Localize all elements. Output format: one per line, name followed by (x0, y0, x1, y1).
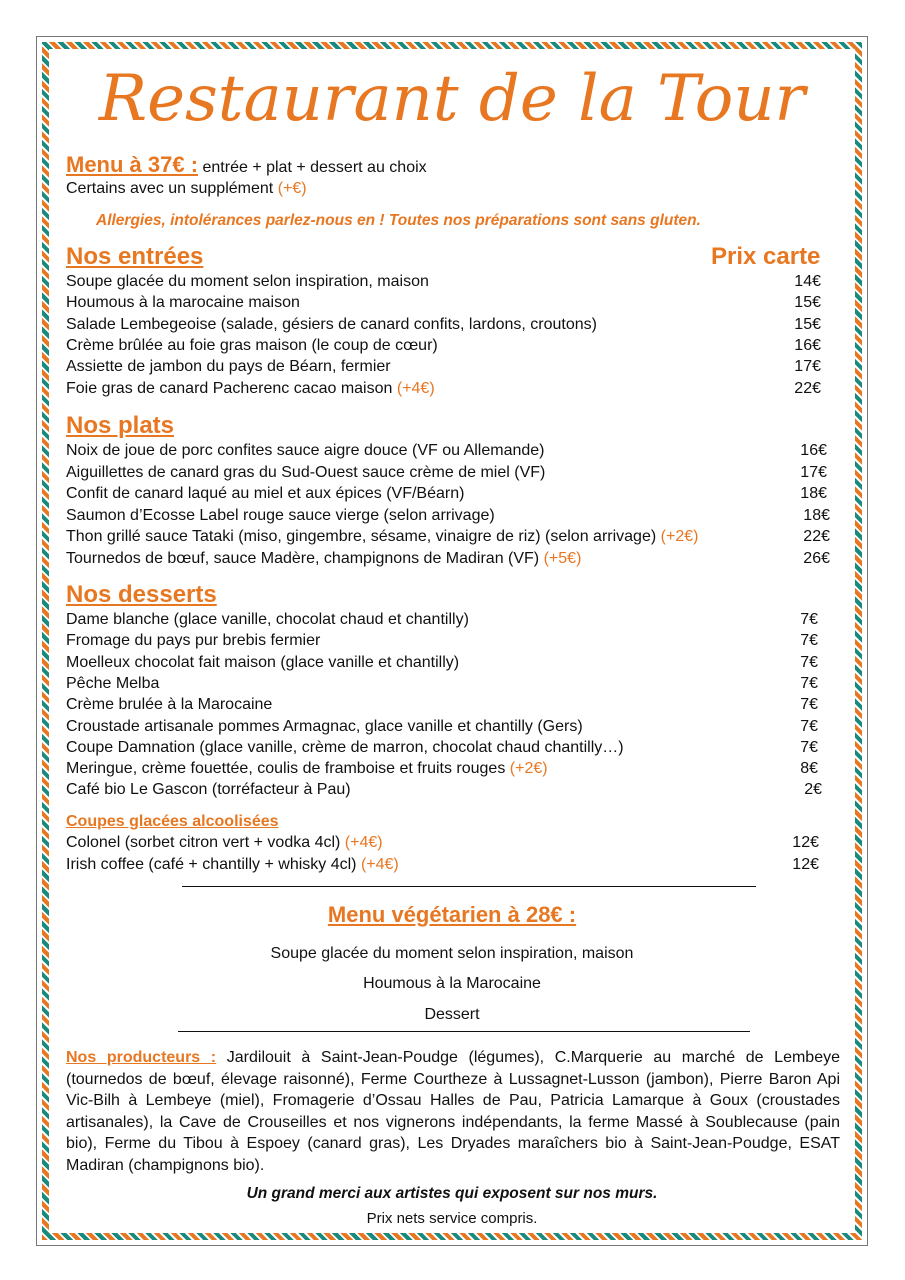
desserts-item-price: 7€ (800, 674, 818, 692)
plats-item-name: Aiguillettes de canard gras du Sud-Ouest sauce crème de miel (VF) (66, 463, 546, 481)
desserts-item (66, 632, 320, 650)
entrees-item-name: Foie gras de canard Pacherenc cacao maison (66, 379, 393, 397)
entrees-item-supplement: (+4€) (396, 379, 435, 397)
desserts-item-name: Fromage du pays pur brebis fermier (66, 632, 321, 650)
desserts-item-price: 2€ (804, 781, 822, 799)
entrees-item-price: 17€ (794, 358, 821, 376)
divider-top (182, 886, 756, 887)
desserts-item-price: 8€ (800, 760, 818, 778)
menu37-line (66, 152, 427, 178)
menu37-supp (66, 180, 307, 198)
plats-item-name: Confit de canard laqué au miel et aux épices (VF/Béarn) (66, 485, 465, 502)
desserts-item (66, 718, 583, 736)
producteurs-label: Nos producteurs : (66, 1049, 217, 1066)
entrees-item-name: Soupe glacée du moment selon inspiration, maison (66, 273, 429, 290)
vege-item-1: Soupe glacée du moment selon inspiration, maison (270, 945, 634, 962)
desserts-item-price: 7€ (800, 632, 818, 650)
desserts-item (66, 739, 624, 757)
desserts-item-name: Dame blanche (glace vanille, chocolat chaud et chantilly) (66, 611, 469, 628)
desserts-item-price: 7€ (800, 738, 818, 756)
desserts-item-supplement: (+2€) (509, 760, 548, 778)
plats-item (66, 464, 545, 482)
section-title-coupes: Coupes glacées alcoolisées (66, 813, 279, 830)
divider-bottom (178, 1031, 750, 1032)
entrees-item (66, 337, 438, 355)
plats-item-supplement: (+2€) (660, 528, 699, 545)
vege-item-3: Dessert (424, 1006, 480, 1023)
entrees-item-price: 16€ (794, 336, 821, 354)
thanks-artists: Un grand merci aux artistes qui exposent sur nos murs. (246, 1185, 658, 1202)
price-header: Prix carte (711, 243, 821, 270)
prix-nets: Prix nets service compris. (366, 1210, 538, 1227)
entrees-item (66, 294, 300, 312)
vege-item-2: Houmous à la Marocaine (363, 975, 541, 992)
coupes-item (66, 856, 399, 874)
coupes-item-name: Irish coffee (café + chantilly + whisky 4cl) (66, 855, 357, 873)
plats-item (66, 507, 495, 525)
desserts-item-name: Café bio Le Gascon (torréfacteur à Pau) (66, 781, 351, 799)
menu37-title: Menu à 37€ : (66, 152, 199, 177)
desserts-item-price: 7€ (800, 653, 818, 671)
supp-tag: (+€) (277, 180, 307, 197)
entrees-item-price: 14€ (794, 273, 821, 290)
desserts-item-name: Crème brulée à la Marocaine (66, 696, 273, 714)
plats-item-supplement: (+5€) (543, 549, 582, 567)
menu37-desc: entrée + plat + dessert au choix (202, 159, 427, 176)
plats-item (66, 485, 464, 503)
plats-item-price: 18€ (803, 506, 830, 524)
desserts-item-price: 7€ (800, 717, 818, 735)
plats-item-name: Noix de joue de porc confites sauce aigre douce (VF ou Allemande) (66, 442, 545, 459)
entrees-item-price: 15€ (794, 315, 821, 333)
entrees-item-name: Salade Lembegeoise (salade, gésiers de canard confits, lardons, croutons) (66, 315, 597, 333)
desserts-item (66, 654, 459, 672)
supp-text: Certains avec un supplément (66, 180, 274, 197)
menu-content (56, 56, 848, 1226)
coupes-item-supplement: (+4€) (344, 834, 383, 851)
entrees-item-name: Assiette de jambon du pays de Béarn, fermier (66, 358, 391, 376)
desserts-item-name: Croustade artisanale pommes Armagnac, glace vanille et chantilly (Gers) (66, 717, 583, 735)
desserts-item (66, 760, 548, 778)
entrees-item-price: 22€ (794, 379, 821, 397)
entrees-item-price: 15€ (794, 294, 821, 312)
restaurant-title: Restaurant de la Tour (98, 62, 806, 136)
plats-item (66, 442, 545, 460)
coupes-item-name: Colonel (sorbet citron vert + vodka 4cl) (66, 834, 341, 851)
desserts-item-price: 7€ (800, 696, 818, 714)
plats-item-price: 26€ (803, 549, 830, 567)
coupes-item-price: 12€ (792, 855, 819, 873)
entrees-item-name: Crème brûlée au foie gras maison (le coup de cœur) (66, 336, 438, 354)
entrees-item (66, 380, 435, 398)
vege-title: Menu végétarien à 28€ : (327, 902, 577, 927)
coupes-item-price: 12€ (792, 834, 819, 851)
section-title-desserts: Nos desserts (66, 581, 217, 608)
entrees-item (66, 316, 597, 334)
plats-item-price: 17€ (800, 463, 827, 481)
plats-item-name: Thon grillé sauce Tataki (miso, gingembre, sésame, vinaigre de riz) (selon arrivage) (66, 528, 657, 545)
section-title-plats: Nos plats (66, 412, 175, 439)
section-title-entrees: Nos entrées (66, 243, 204, 270)
coupes-item-supplement: (+4€) (360, 855, 399, 873)
producteurs-paragraph (66, 1047, 840, 1176)
producteurs-text: Jardilouit à Saint-Jean-Poudge (légumes), C.Marquerie au marché de Lembeye (tournedos de bœuf, élevage raisonné), Ferme Courtheze à Lussagnet-Lusson (jambon), Pierre Baron Api Vic-Bilh à Lembeye (miel), Fromagerie d’Ossau Halles de Pau, Patricia Lamarque à Goux (croustades artisanales), la Cave de Crouseilles et nos vignerons indépendants, la ferme Massé à Soublecause (pain bio), Ferme du Tibou à Espoey (canard gras), Les Dryades maraîchers bio à Saint-Jean-Poudge, ESAT Madiran (champignons bio). (66, 1049, 840, 1174)
plats-item (66, 550, 581, 568)
desserts-item-price: 7€ (800, 611, 818, 628)
entrees-item (66, 273, 429, 291)
desserts-item (66, 611, 469, 629)
plats-item-name: Tournedos de bœuf, sauce Madère, champignons de Madiran (VF) (66, 549, 540, 567)
coupes-item (66, 834, 383, 852)
desserts-item-name: Pêche Melba (66, 674, 160, 692)
plats-item-price: 18€ (800, 485, 827, 502)
plats-item (66, 528, 698, 546)
desserts-item-name: Coupe Damnation (glace vanille, crème de marron, chocolat chaud chantilly…) (66, 738, 624, 756)
entrees-item-name: Houmous à la marocaine maison (66, 294, 300, 312)
plats-item-price: 22€ (803, 528, 830, 545)
desserts-item (66, 781, 351, 799)
desserts-item (66, 696, 272, 714)
desserts-item-name: Moelleux chocolat fait maison (glace vanille et chantilly) (66, 653, 460, 671)
entrees-item (66, 358, 391, 376)
allergy-notice: Allergies, intolérances parlez-nous en ! Toutes nos préparations sont sans gluten. (96, 212, 701, 229)
desserts-item-name: Meringue, crème fouettée, coulis de framboise et fruits rouges (66, 760, 506, 778)
plats-item-name: Saumon d’Ecosse Label rouge sauce vierge (selon arrivage) (66, 506, 495, 524)
plats-item-price: 16€ (800, 442, 827, 459)
desserts-item (66, 675, 159, 693)
